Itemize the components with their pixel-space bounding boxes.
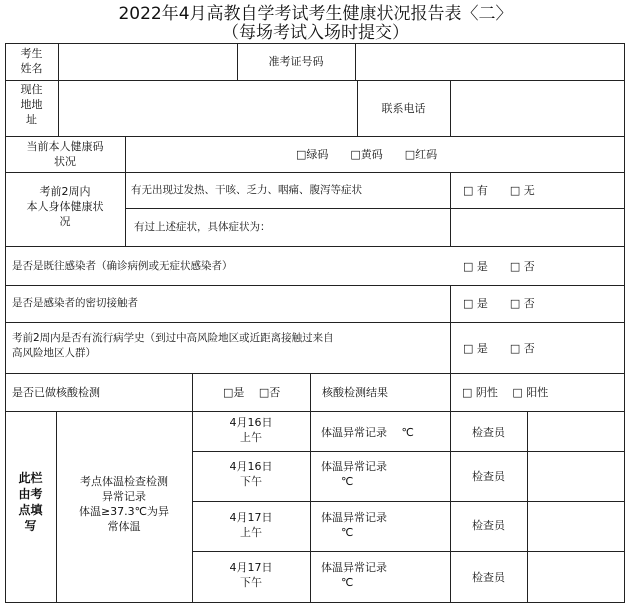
contact-yes-no[interactable]: □ 是 □ 否: [463, 297, 535, 310]
row-divider: [5, 172, 625, 173]
address-label: 现住 地地 址: [20, 83, 43, 126]
col-divider: [125, 136, 126, 246]
row-divider: [5, 411, 625, 412]
name-field[interactable]: [59, 44, 236, 79]
phone-label: 联系电话: [381, 102, 426, 115]
form-title: 2022年4月高教自学考试考生健康状况报告表〈二〉: [118, 4, 513, 24]
symptom-label: 考前2周内 本人身体健康状 况: [26, 185, 104, 228]
row-divider: [5, 373, 625, 374]
col-divider: [310, 373, 311, 603]
checkpoint-label: 考点体温检查检测 异常记录 体温≥37.3℃为异 常体温: [78, 475, 170, 533]
row-divider: [5, 246, 625, 247]
inspector-label: 检查员: [472, 426, 505, 439]
nucleic-yes-no[interactable]: □是 □否: [223, 386, 281, 399]
infected-yes-no[interactable]: □ 是 □ 否: [463, 260, 535, 273]
temperature-record[interactable]: 体温异常记录 ℃: [321, 511, 387, 539]
travel-question: 考前2周内是否有流行病学史（到过中高风险地区或近距离接触过来自 高风险地区人群）: [12, 332, 334, 359]
row-divider: [192, 451, 625, 452]
infected-question: 是否是既往感染者（确诊病例或无症状感染者）: [12, 260, 233, 272]
session-date: 4月17日 上午: [229, 511, 273, 539]
contact-question: 是否是感染者的密切接触者: [12, 297, 138, 309]
nucleic-result-options[interactable]: □ 阴性 □ 阳性: [462, 386, 549, 399]
health-code-options[interactable]: □绿码 □黄码 □红码: [296, 148, 438, 161]
inspector-label: 检查员: [472, 571, 505, 584]
symptom-yes-no[interactable]: □ 有 □ 无: [463, 184, 535, 197]
symptom-detail: 有过上述症状，具体症状为：: [134, 221, 271, 233]
temperature-record[interactable]: 体温异常记录 ℃: [321, 561, 387, 589]
symptom-detail-field[interactable]: [451, 209, 624, 245]
health-code-label: 当前本人健康码 状况: [26, 140, 104, 168]
row-divider: [192, 501, 625, 502]
inspector-label: 检查员: [472, 519, 505, 532]
exam-number-field[interactable]: [356, 44, 624, 79]
row-divider: [5, 285, 625, 286]
form-subtitle: （每场考试入场时提交）: [222, 23, 409, 43]
nucleic-result-label: 核酸检测结果: [322, 386, 388, 399]
col-divider: [450, 373, 451, 603]
row-divider: [192, 551, 625, 552]
exam-site-side-label: 此栏 由考 点填 写: [18, 471, 43, 533]
temperature-record[interactable]: 体温异常记录 ℃: [321, 460, 387, 488]
session-date: 4月16日 上午: [229, 416, 273, 444]
name-label: 考生 姓名: [20, 47, 43, 75]
symptom-question: 有无出现过发热、干咳、乏力、咽痛、腹泻等症状: [131, 184, 362, 196]
phone-field[interactable]: [451, 81, 624, 135]
col-divider: [527, 411, 528, 603]
session-date: 4月17日 下午: [229, 561, 273, 589]
temperature-record[interactable]: 体温异常记录 ℃: [321, 426, 414, 439]
session-date: 4月16日 下午: [229, 460, 273, 488]
row-divider: [5, 136, 625, 137]
row-divider: [5, 322, 625, 323]
address-field[interactable]: [59, 81, 356, 135]
exam-number-label: 准考证号码: [268, 55, 324, 68]
col-divider: [450, 285, 451, 373]
inspector-label: 检查员: [472, 470, 505, 483]
nucleic-question: 是否已做核酸检测: [12, 386, 100, 399]
travel-yes-no[interactable]: □ 是 □ 否: [463, 342, 535, 355]
